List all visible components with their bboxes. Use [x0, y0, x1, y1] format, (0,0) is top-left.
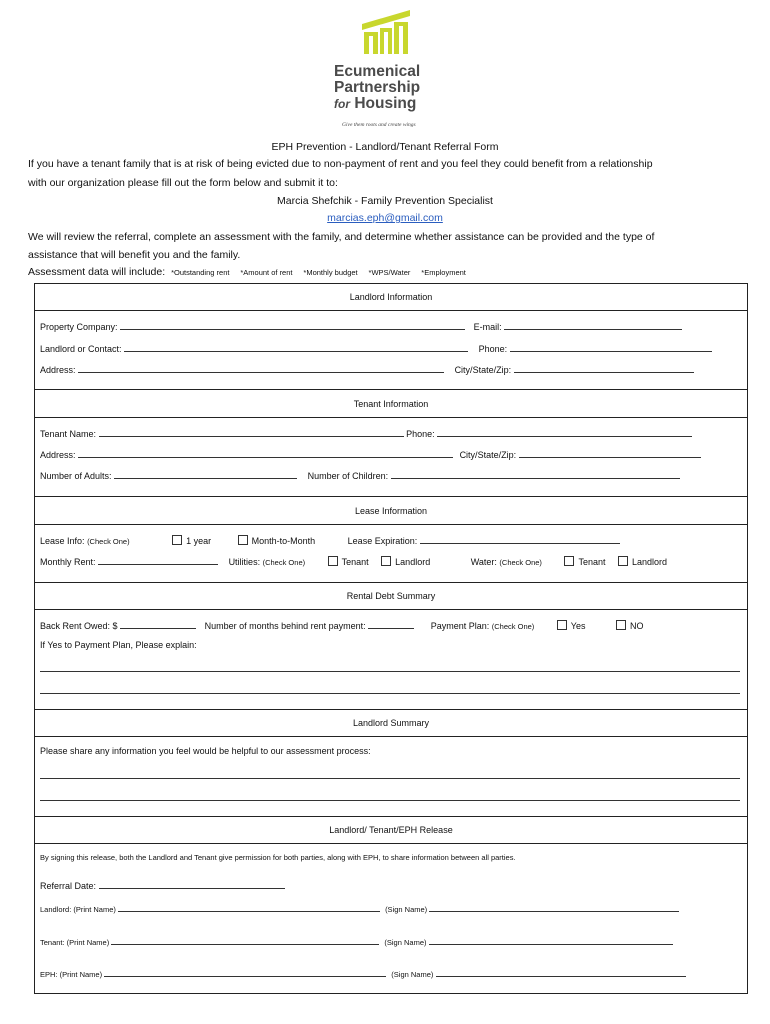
monthly-rent-row [40, 555, 667, 567]
tenant-name-row [40, 427, 692, 439]
divider [34, 389, 748, 390]
payment-plan-no-checkbox[interactable] [616, 620, 626, 630]
phone-label: Phone: [478, 344, 508, 354]
back-rent-row [40, 619, 644, 631]
tenant-phone-field[interactable] [437, 427, 692, 437]
back-rent-field[interactable] [120, 619, 196, 629]
lease-expiration-field[interactable] [420, 534, 620, 544]
landlord-sign-row [40, 903, 679, 914]
address-label: Address: [40, 365, 76, 375]
sign-name-label: (Sign Name) [384, 938, 427, 947]
divider [34, 417, 748, 418]
lease-expiration-label: Lease Expiration: [347, 536, 418, 546]
summary-line[interactable] [40, 778, 740, 779]
divider [34, 609, 748, 610]
num-adults-label: Number of Adults: [40, 471, 112, 481]
utilities-tenant-checkbox[interactable] [328, 556, 338, 566]
section-heading-release: Landlord/ Tenant/EPH Release [329, 825, 453, 835]
divider [34, 496, 748, 497]
property-company-field[interactable] [120, 320, 465, 330]
tenant-name-label: Tenant Name: [40, 429, 97, 439]
tenant-print-label: Tenant: (Print Name) [40, 938, 110, 947]
contact-email-wrap [0, 212, 770, 224]
city-state-zip-label: City/State/Zip: [454, 365, 512, 375]
water-label: Water: [470, 557, 497, 567]
landlord-print-field[interactable] [118, 903, 380, 912]
months-behind-field[interactable] [368, 619, 414, 629]
section-heading-lease: Lease Information [354, 506, 428, 516]
water-landlord-label: Landlord [631, 557, 668, 567]
check-one-note: (Check One) [491, 622, 535, 631]
tenant-address-field[interactable] [78, 448, 453, 458]
section-heading-landlord: Landlord Information [349, 292, 433, 302]
sign-name-label: (Sign Name) [385, 905, 428, 914]
payment-plan-yes-checkbox[interactable] [557, 620, 567, 630]
check-one-note: (Check One) [262, 558, 306, 567]
lease-info-label: Lease Info: [40, 536, 85, 546]
org-tagline: Give them roots and create wings [342, 122, 416, 128]
one-year-checkbox[interactable] [172, 535, 182, 545]
num-children-field[interactable] [391, 469, 680, 479]
landlord-print-label: Landlord: (Print Name) [40, 905, 116, 914]
tenant-address-label: Address: [40, 450, 76, 460]
payment-plan-yes-label: Yes [570, 621, 586, 631]
sign-name-label: (Sign Name) [391, 970, 434, 979]
monthly-rent-label: Monthly Rent: [40, 557, 96, 567]
back-rent-label: Back Rent Owed: [40, 621, 111, 631]
month-to-month-checkbox[interactable] [238, 535, 248, 545]
payment-plan-explain-label: If Yes to Payment Plan, Please explain: [40, 640, 197, 650]
contact-email-link[interactable]: marcias.eph@gmail.com [327, 212, 443, 224]
referral-date-row [40, 879, 285, 891]
assessment-item: *Outstanding rent [171, 268, 230, 277]
landlord-contact-field[interactable] [124, 342, 468, 352]
tenant-city-field[interactable] [519, 448, 701, 458]
divider [34, 816, 748, 817]
divider [34, 310, 748, 311]
referral-date-label: Referral Date: [40, 881, 97, 891]
check-one-note: (Check One) [87, 537, 130, 546]
form-title: EPH Prevention - Landlord/Tenant Referral Form [271, 141, 499, 153]
eph-print-label: EPH: (Print Name) [40, 970, 103, 979]
water-tenant-label: Tenant [578, 557, 606, 567]
assessment-item: *Monthly budget [303, 268, 358, 277]
divider [34, 709, 748, 710]
divider [34, 843, 748, 844]
tenant-sign-row [40, 936, 673, 947]
water-tenant-checkbox[interactable] [564, 556, 574, 566]
assessment-label: Assessment data will include: [28, 266, 166, 278]
landlord-city-field[interactable] [514, 363, 694, 373]
payment-plan-label: Payment Plan: [430, 621, 490, 631]
landlord-contact-row [40, 342, 712, 354]
org-name: Ecumenical Partnership for Housing [334, 63, 421, 112]
email-label: E-mail: [473, 322, 502, 332]
water-landlord-checkbox[interactable] [618, 556, 628, 566]
lease-info-row [40, 534, 620, 546]
assessment-item: *Employment [421, 268, 466, 277]
utilities-landlord-label: Landlord [395, 557, 431, 567]
landlord-summary-prompt: Please share any information you feel would be helpful to our assessment process: [40, 746, 371, 756]
num-children-label: Number of Children: [307, 471, 389, 481]
intro-line-2: with our organization please fill out the form below and submit it to: [28, 177, 338, 189]
divider [34, 736, 748, 737]
property-company-row [40, 320, 682, 332]
review-line-1: We will review the referral, complete an assessment with the family, and determine whether assistance can be provided and the type of [28, 231, 655, 243]
referral-date-field[interactable] [99, 879, 285, 889]
eph-sign-field[interactable] [436, 968, 686, 977]
assessment-line [28, 266, 466, 278]
tenant-address-row [40, 448, 701, 460]
explain-line[interactable] [40, 693, 740, 694]
explain-line[interactable] [40, 671, 740, 672]
utilities-label: Utilities: [228, 557, 261, 567]
intro-line-1: If you have a tenant family that is at risk of being evicted due to non-payment of rent and you feel they could benefit from a relationship [28, 158, 653, 170]
tenant-name-field[interactable] [99, 427, 404, 437]
divider [34, 524, 748, 525]
contact-name: Marcia Shefchik - Family Prevention Specialist [277, 195, 493, 207]
one-year-label: 1 year [186, 536, 212, 546]
email-field[interactable] [504, 320, 682, 330]
house-roots-icon [360, 8, 416, 58]
section-heading-tenant: Tenant Information [353, 399, 429, 409]
landlord-contact-label: Landlord or Contact: [40, 344, 122, 354]
landlord-address-field[interactable] [78, 363, 444, 373]
tenant-city-label: City/State/Zip: [459, 450, 517, 460]
num-adults-field[interactable] [114, 469, 297, 479]
tenant-sign-field[interactable] [429, 936, 673, 945]
tenant-print-field[interactable] [111, 936, 379, 945]
assessment-item: *WPS/Water [368, 268, 411, 277]
review-line-2: assistance that will benefit you and the family. [28, 249, 241, 261]
section-heading-landlord-summary: Landlord Summary [352, 718, 430, 728]
check-one-note: (Check One) [499, 558, 542, 567]
org-logo [330, 8, 445, 134]
month-to-month-label: Month-to-Month [251, 536, 316, 546]
divider [34, 582, 748, 583]
landlord-address-row [40, 363, 694, 375]
utilities-tenant-label: Tenant [341, 557, 369, 567]
tenant-phone-label: Phone: [406, 429, 435, 439]
summary-line[interactable] [40, 800, 740, 801]
property-company-label: Property Company: [40, 322, 118, 332]
assessment-item: *Amount of rent [240, 268, 293, 277]
monthly-rent-field[interactable] [98, 555, 218, 565]
utilities-landlord-checkbox[interactable] [381, 556, 391, 566]
dollar-sign: $ [112, 621, 118, 631]
household-row [40, 469, 680, 481]
release-statement: By signing this release, both the Landlord and Tenant give permission for both parties, along with EPH, to share information between all parties. [40, 853, 516, 862]
months-behind-label: Number of months behind rent payment: [204, 621, 366, 631]
landlord-phone-field[interactable] [510, 342, 712, 352]
eph-sign-row [40, 968, 686, 979]
landlord-sign-field[interactable] [429, 903, 679, 912]
section-heading-debt: Rental Debt Summary [346, 591, 436, 601]
payment-plan-no-label: NO [630, 621, 644, 631]
eph-print-field[interactable] [104, 968, 386, 977]
